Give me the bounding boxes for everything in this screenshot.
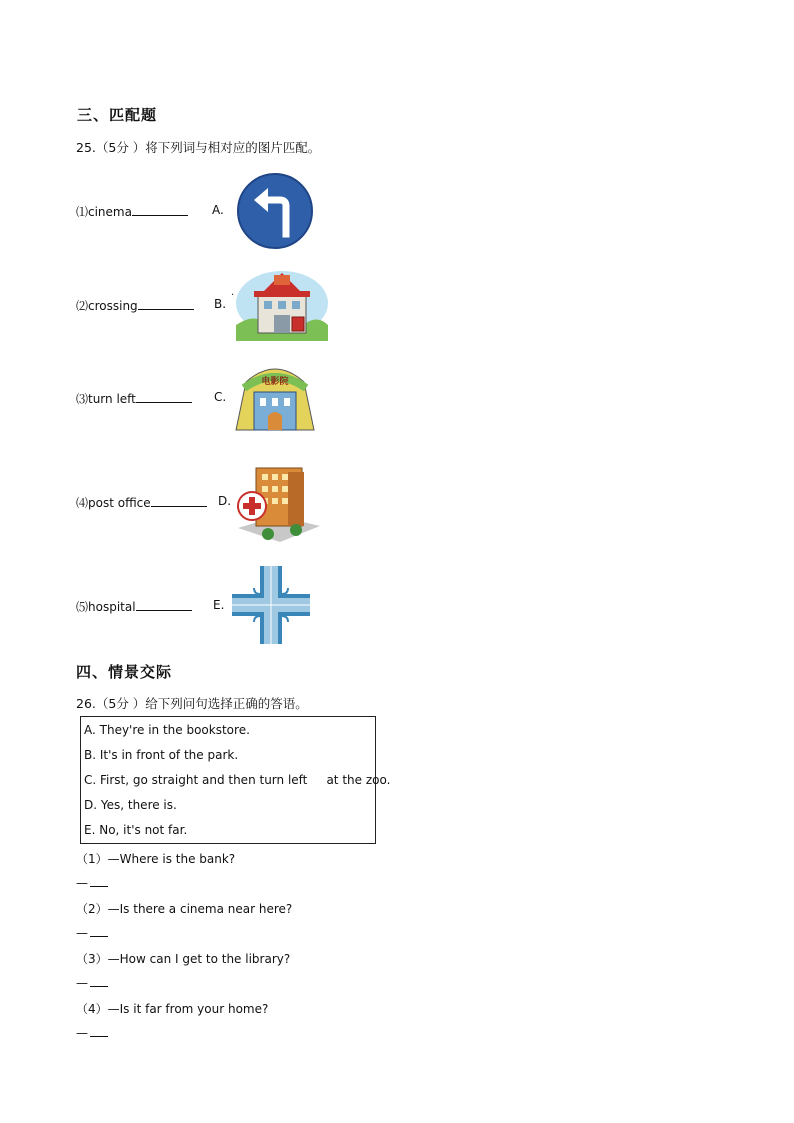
subquestion-3: （3）—How can I get to the library?	[76, 952, 291, 966]
match-item-label: ⑷post office	[76, 496, 151, 510]
match-item-1	[76, 203, 188, 220]
answer-blank[interactable]	[136, 598, 192, 611]
match-item-label: ⑴cinema	[76, 205, 132, 219]
section-title-matching: 三、匹配题	[77, 106, 158, 124]
subquestion-1: （1）—Where is the bank?	[76, 852, 236, 866]
option-e: E. No, it's not far.	[84, 823, 188, 837]
answer-line-1	[76, 876, 108, 890]
option-letter-d: D.	[218, 494, 232, 508]
option-d: D. Yes, there is.	[84, 798, 177, 812]
answer-line-2	[76, 926, 108, 940]
option-b: B. It's in front of the park.	[84, 748, 239, 762]
option-letter-b: B.	[214, 297, 227, 311]
answer-dash: —	[76, 1026, 88, 1040]
cinema-building-icon	[232, 360, 318, 432]
answer-dash: —	[76, 926, 88, 940]
option-letter-e: E.	[213, 598, 225, 612]
match-item-label: ⑸hospital	[76, 600, 136, 614]
turn-left-sign-icon	[236, 172, 314, 250]
crossing-road-icon	[232, 566, 310, 644]
stray-mark: ·	[231, 290, 235, 301]
option-letter-c: C.	[214, 390, 227, 404]
question-26: 26.（5分 ）给下列问句选择正确的答语。	[76, 696, 308, 711]
option-c: C. First, go straight and then turn left at the zoo.	[84, 773, 391, 787]
answer-blank[interactable]	[151, 494, 207, 507]
answer-blank[interactable]	[90, 976, 108, 987]
question-25: 25.（5分 ）将下列词与相对应的图片匹配。	[76, 140, 321, 155]
option-a: A. They're in the bookstore.	[84, 723, 250, 737]
section-title-situational: 四、情景交际	[76, 663, 173, 681]
answer-blank[interactable]	[138, 297, 194, 310]
answer-line-4	[76, 1026, 108, 1040]
answer-blank[interactable]	[132, 203, 188, 216]
match-item-label: ⑵crossing	[76, 299, 138, 313]
answer-blank[interactable]	[90, 876, 108, 887]
subquestion-2: （2）—Is there a cinema near here?	[76, 902, 293, 916]
answer-dash: —	[76, 876, 88, 890]
subquestion-4: （4）—Is it far from your home?	[76, 1002, 269, 1016]
match-item-5	[76, 598, 192, 615]
post-office-building-icon	[234, 265, 330, 341]
answer-blank[interactable]	[90, 1026, 108, 1037]
match-item-2	[76, 297, 194, 314]
cinema-sign-text: 电影院	[261, 377, 289, 387]
option-letter-a: A.	[212, 203, 224, 217]
match-item-3	[76, 390, 192, 407]
match-item-4	[76, 494, 207, 511]
answer-dash: —	[76, 976, 88, 990]
answer-blank[interactable]	[136, 390, 192, 403]
answer-options-box	[80, 716, 391, 844]
hospital-building-icon	[234, 462, 322, 544]
answer-blank[interactable]	[90, 926, 108, 937]
answer-line-3	[76, 976, 108, 990]
match-item-label: ⑶turn left	[76, 392, 136, 406]
